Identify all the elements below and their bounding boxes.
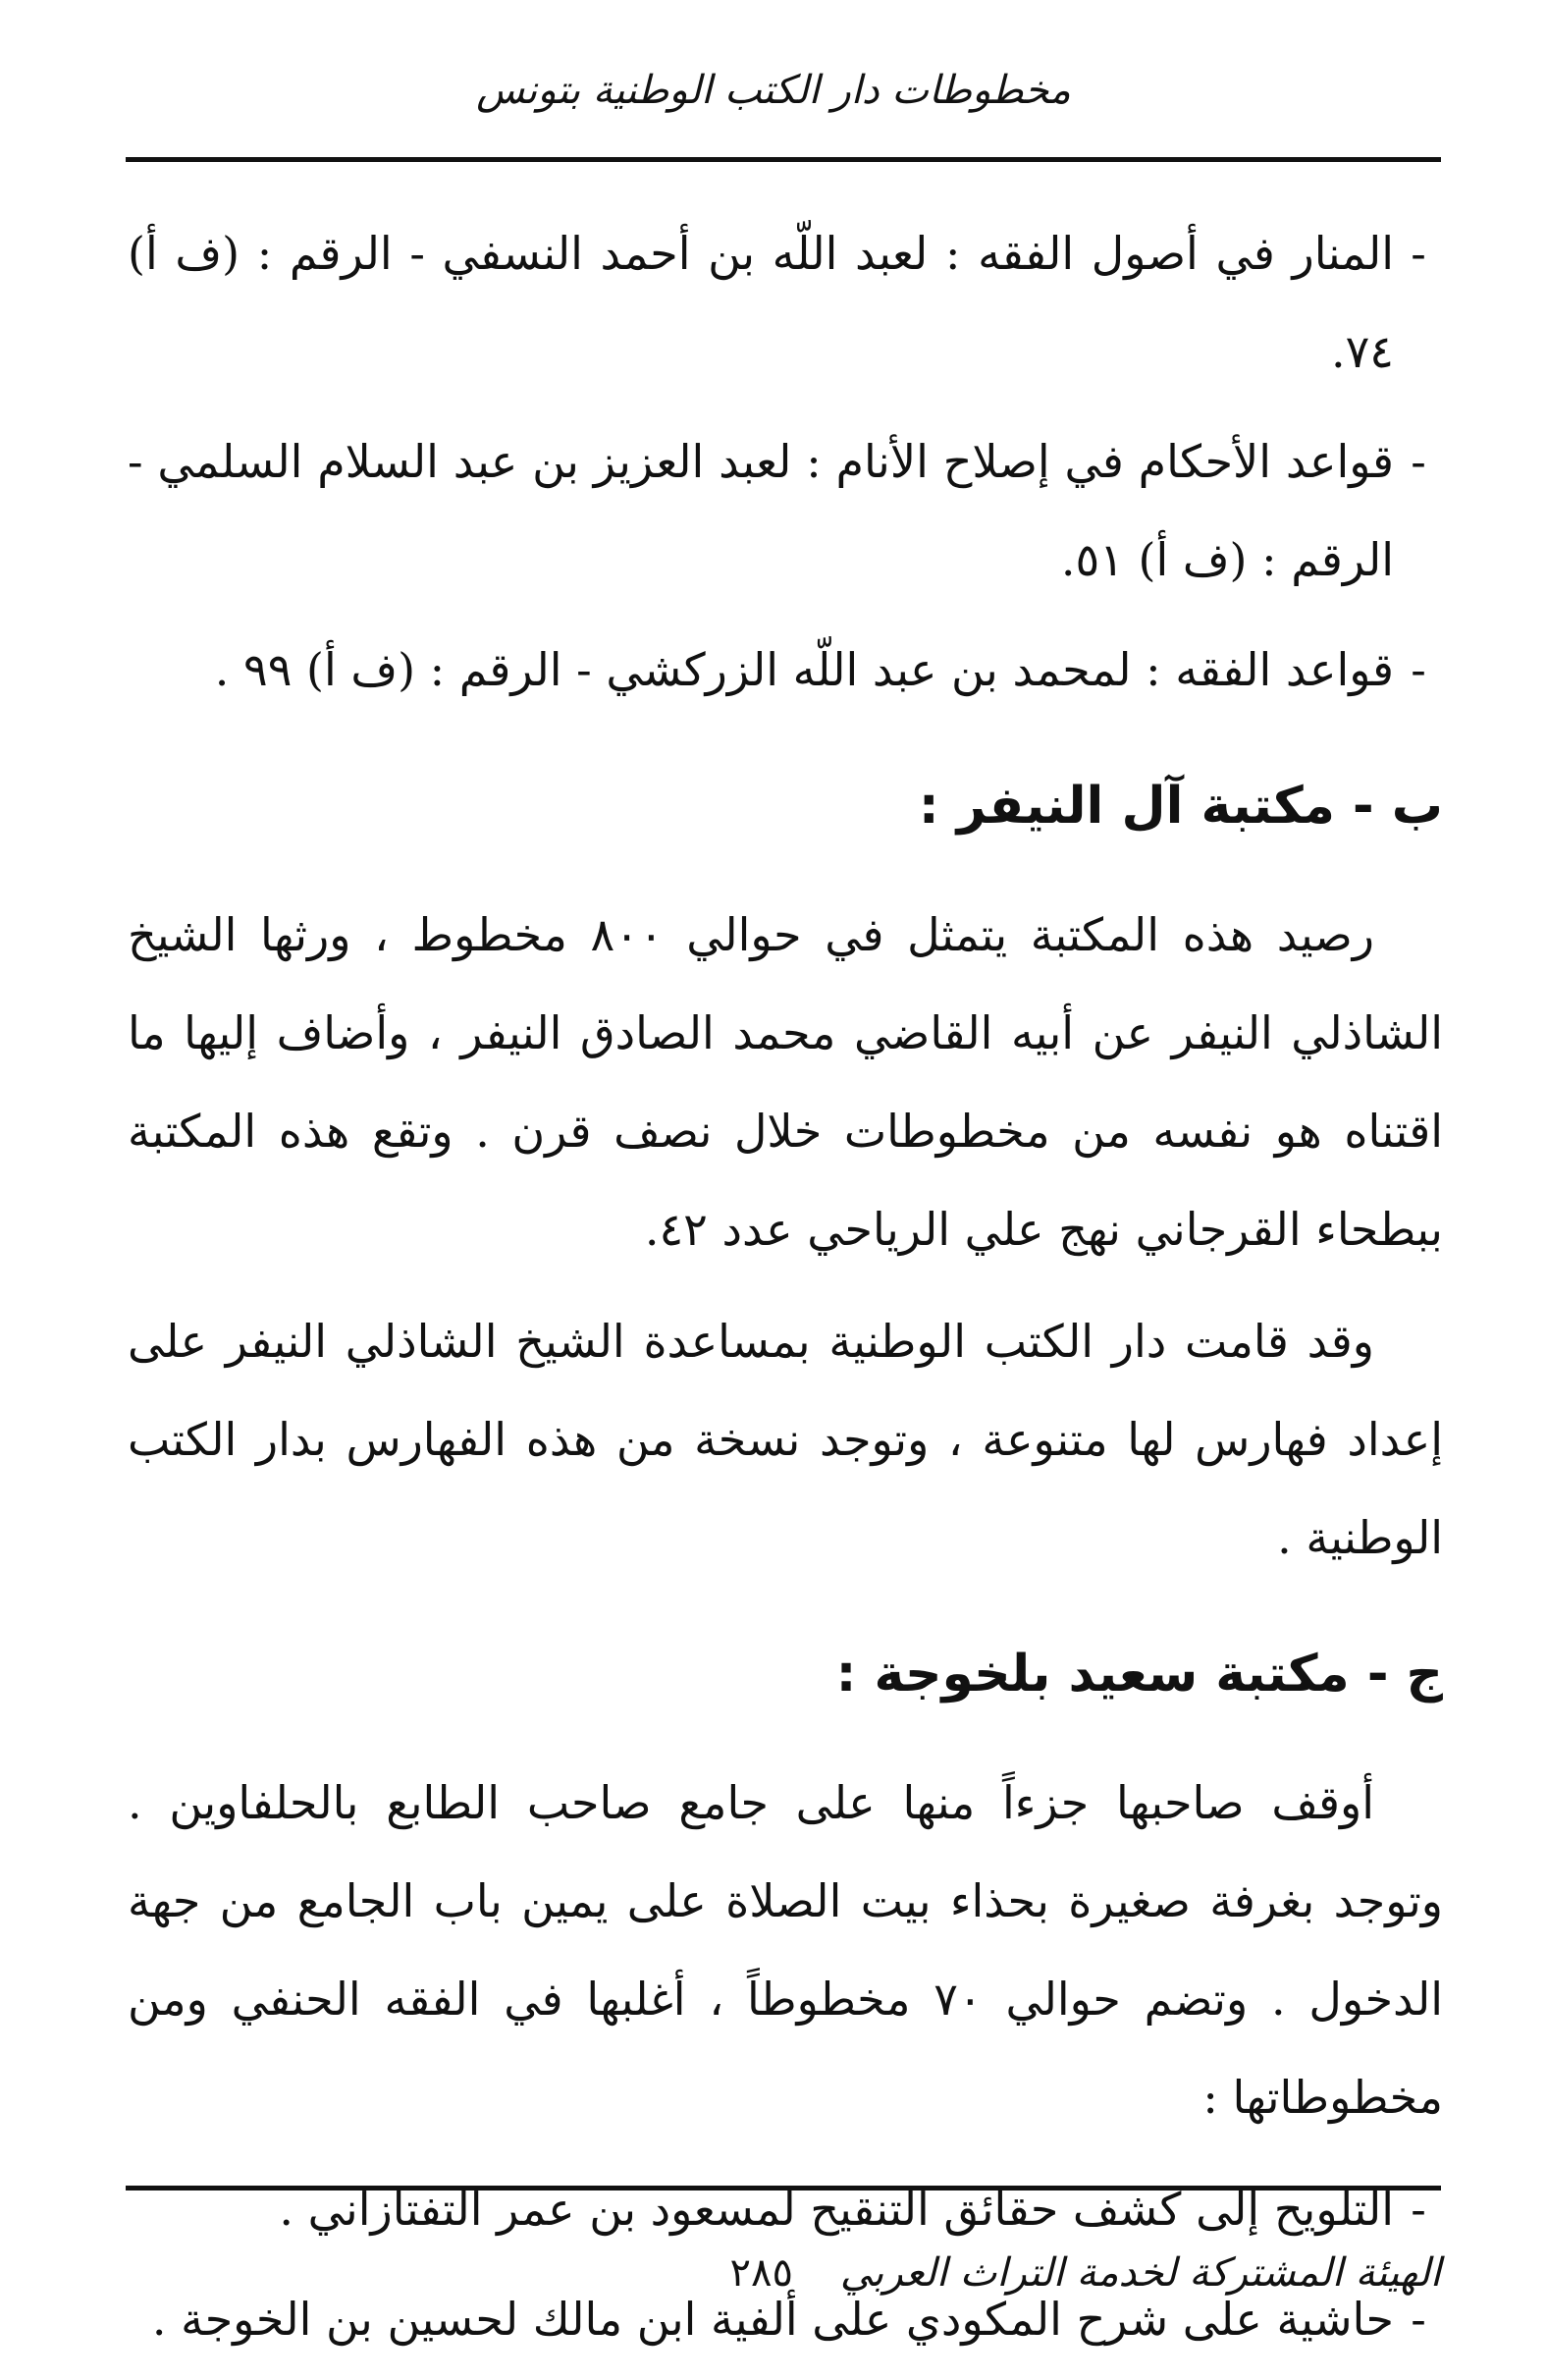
manuscript-list-a [128, 204, 1443, 719]
list-item [128, 412, 1443, 609]
section-heading-belkhouja: ج - مكتبة سعيد بلخوجة : [835, 1645, 1443, 1704]
list-dash: - [1411, 2293, 1426, 2346]
list-item [128, 204, 1443, 401]
paragraph: وقد قامت دار الكتب الوطنية بمساعدة الشيخ الشاذلي النيفر على إعداد فهارس لها متنوعة ، وتوجد نسخة من هذه الفهارس بدار الكتب الوطنية . [128, 1315, 1443, 1564]
list-item-text: قواعد الأحكام في إصلاح الأنام : لعبد العزيز بن عبد السلام السلمي - الرقم : (ف أ) ٥١. [128, 435, 1394, 586]
page-number: ٢٨٥ [729, 2250, 793, 2296]
list-dash: - [1411, 227, 1426, 280]
list-dash: - [1411, 643, 1426, 696]
header-rule [126, 157, 1441, 162]
running-title: مخطوطات دار الكتب الوطنية بتونس [476, 68, 1071, 113]
list-dash: - [1411, 435, 1426, 488]
paragraph: أوقف صاحبها جزءاً منها على جامع صاحب الطابع بالحلفاوين . وتوجد بغرفة صغيرة بحذاء بيت الصلاة على يمين باب الجامع من جهة الدخول . وتضم حوالي ٧٠ مخطوطاً ، أغلبها في الفقه الحنفي ومن مخطوطاتها : [128, 1776, 1444, 2124]
footer-rule [126, 2186, 1441, 2191]
paragraph: رصيد هذه المكتبة يتمثل في حوالي ٨٠٠ مخطوط ، ورثها الشيخ الشاذلي النيفر عن أبيه القاضي محمد الصادق النيفر ، وأضاف إليها ما اقتناه هو نفسه من مخطوطات خلال نصف قرن . وتقع هذه المكتبة ببطحاء القرجاني نهج علي الرياحي عدد ٤٢. [128, 908, 1443, 1256]
list-item-text: حاشية على شرح المكودي على ألفية ابن مالك لحسين بن الخوجة . [151, 2293, 1394, 2346]
list-item-text: قواعد الفقه : لمحمد بن عبد اللّه الزركشي - الرقم : (ف أ) ٩٩ . [214, 643, 1394, 696]
footer-publisher: الهيئة المشتركة لخدمة التراث العربي [839, 2250, 1441, 2296]
page-footer [126, 2239, 1441, 2307]
list-item [128, 621, 1443, 719]
list-dash: - [1411, 2183, 1426, 2236]
section-heading-al-naifar: ب - مكتبة آل النيفر : [918, 777, 1443, 836]
page-body [128, 204, 1443, 2380]
list-item-text: التلويح إلى كشف حقائق التنقيح لمسعود بن عمر التفتازاني . [279, 2183, 1394, 2236]
list-item-text: المنار في أصول الفقه : لعبد اللّه بن أحمد النسفي - الرقم : (ف أ) ٧٤. [128, 227, 1394, 378]
